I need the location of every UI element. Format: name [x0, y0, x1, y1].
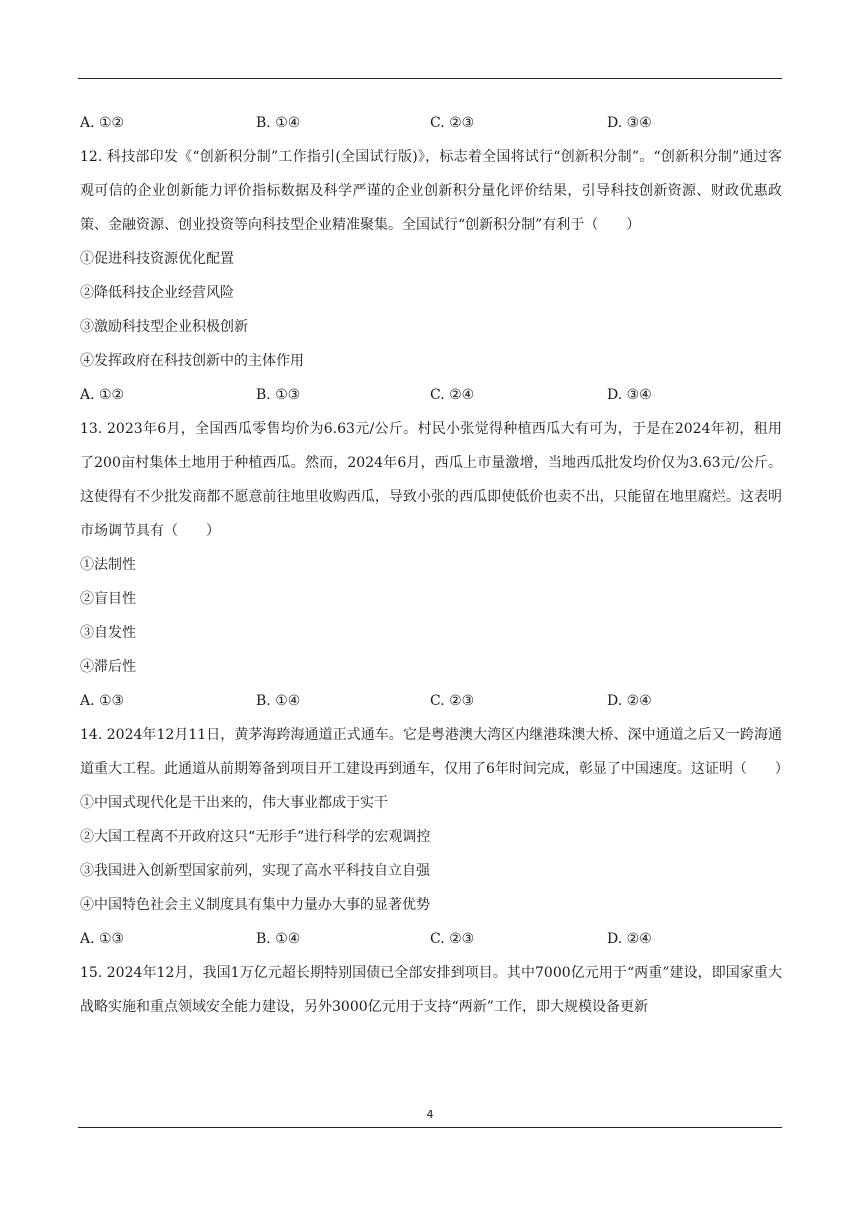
statement-3: ③激励科技型企业积极创新 [80, 319, 248, 335]
answer-options [80, 684, 782, 718]
question-stem: 12. 科技部印发《“创新积分制”工作指引(全国试行版)》，标志着全国将试行“创新积分制”。“创新积分制”通过客观可信的企业创新能力评价指标数据及科学严谨的企业创新积分量化评价结果，引导科技创新资源、财政优惠政策、金融资源、创业投资等向科技型企业精准聚集。全国试行“创新积分制”有利于（ ） [80, 149, 782, 233]
option-a: A. ①③ [80, 693, 125, 709]
option-d: D. ③④ [607, 115, 652, 131]
question-13 [80, 412, 782, 718]
option-a: A. ①② [80, 387, 125, 403]
statement-2: ②大国工程离不开政府这只“无形手”进行科学的宏观调控 [80, 829, 431, 845]
option-c: C. ②③ [430, 931, 475, 947]
question-stem: 14. 2024年12月11日，黄茅海跨海通道正式通车。它是粤港澳大湾区内继港珠澳大桥、深中通道之后又一跨海通道重大工程。此通道从前期筹备到项目开工建设再到通车，仅用了6年时间完成，彰显了中国速度。这证明（ ） [80, 727, 789, 777]
option-c: C. ②③ [430, 115, 475, 131]
option-a: A. ①② [80, 115, 125, 131]
answer-options [80, 378, 782, 412]
option-b: B. ①④ [256, 115, 301, 131]
page-content [80, 106, 789, 1024]
question-15 [80, 956, 782, 1024]
statement-4: ④发挥政府在科技创新中的主体作用 [80, 353, 304, 369]
statement-2: ②降低科技企业经营风险 [80, 285, 234, 301]
question-14 [80, 718, 789, 956]
option-d: D. ②④ [607, 693, 652, 709]
page-number: 4 [426, 1108, 434, 1121]
option-b: B. ①④ [256, 693, 301, 709]
statement-3: ③自发性 [80, 625, 136, 641]
option-b: B. ①④ [256, 931, 301, 947]
option-d: D. ③④ [607, 387, 652, 403]
header-rule [78, 78, 782, 79]
statement-1: ①促进科技资源优化配置 [80, 251, 234, 267]
question-stem: 15. 2024年12月，我国1万亿元超长期特别国债已全部安排到项目。其中7000亿元用于“两重”建设，即国家重大战略实施和重点领域安全能力建设，另外3000亿元用于支持“两新”工作，即大规模设备更新 [80, 965, 782, 1015]
statement-3: ③我国进入创新型国家前列，实现了高水平科技自立自强 [80, 863, 430, 879]
statement-2: ②盲目性 [80, 591, 136, 607]
option-d: D. ②④ [607, 931, 652, 947]
statement-4: ④滞后性 [80, 659, 136, 675]
option-b: B. ①③ [256, 387, 301, 403]
option-c: C. ②③ [430, 693, 475, 709]
option-c: C. ②④ [430, 387, 475, 403]
statement-1: ①中国式现代化是干出来的，伟大事业都成于实干 [80, 795, 388, 811]
statement-1: ①法制性 [80, 557, 136, 573]
question-12 [80, 140, 782, 412]
statement-4: ④中国特色社会主义制度具有集中力量办大事的显著优势 [80, 897, 430, 913]
option-a: A. ①③ [80, 931, 125, 947]
footer-rule [78, 1127, 782, 1128]
prev-question-options [80, 106, 782, 140]
question-stem: 13. 2023年6月，全国西瓜零售均价为6.63元/公斤。村民小张觉得种植西瓜大有可为，于是在2024年初，租用了200亩村集体土地用于种植西瓜。然而，2024年6月，西瓜上市量激增，当地西瓜批发均价仅为3.63元/公斤。这使得有不少批发商都不愿意前往地里收购西瓜，导致小张的西瓜即使低价也卖不出，只能留在地里腐烂。这表明市场调节具有（ ） [80, 421, 782, 539]
answer-options [80, 922, 782, 956]
